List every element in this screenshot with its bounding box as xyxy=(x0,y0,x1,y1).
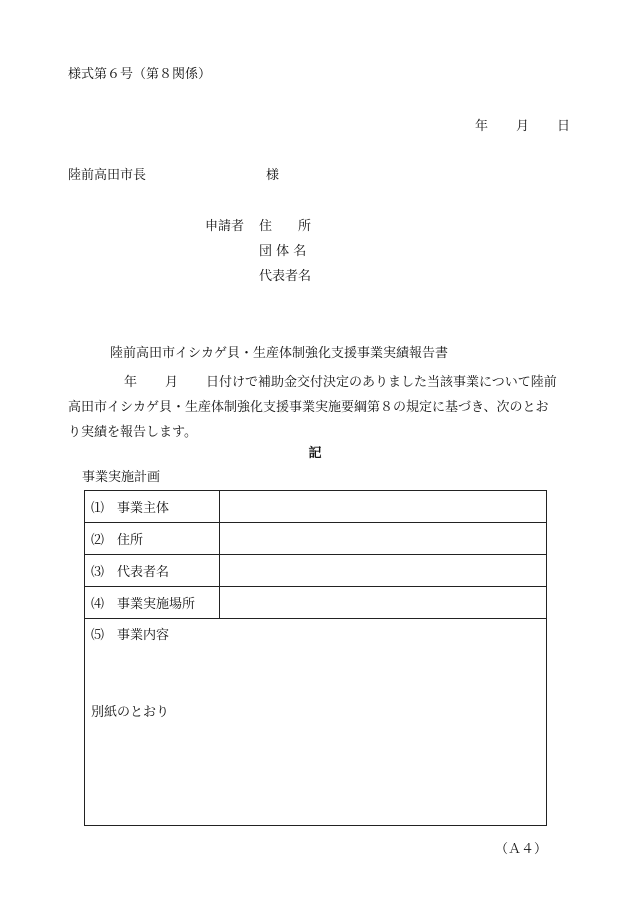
row-label-business-entity: ⑴ 事業主体 xyxy=(85,491,220,523)
row-label-representative: ⑶ 代表者名 xyxy=(85,555,220,587)
body-line-1 xyxy=(68,370,583,395)
table-row-content xyxy=(85,619,547,826)
business-content-cell[interactable]: ⑸ 事業内容 別紙のとおり xyxy=(85,619,547,826)
report-title: 陸前高田市イシカゲ貝・生産体制強化支援事業実績報告書 xyxy=(110,346,449,361)
applicant-address-label: 住 所 xyxy=(259,219,312,234)
body-line-2: 高田市イシカゲ貝・生産体制強化支援事業実施要綱第８の規定に基づき、次のとお xyxy=(68,400,549,415)
report-body xyxy=(68,370,583,445)
ki-heading: 記 xyxy=(308,446,322,461)
paper-size: （Ａ４） xyxy=(495,842,548,857)
addressee-honorific: 様 xyxy=(266,168,280,183)
addressee-name: 陸前高田市長 xyxy=(68,168,147,183)
table-row xyxy=(85,555,547,587)
date-line xyxy=(475,119,570,135)
body-year: 年 xyxy=(124,375,138,390)
row-value-location[interactable] xyxy=(220,587,547,619)
form-number: 様式第６号（第８関係） xyxy=(68,67,212,82)
table-row xyxy=(85,491,547,523)
row-label-address: ⑵ 住所 xyxy=(85,523,220,555)
date-month: 月 xyxy=(516,119,530,134)
row-value-address[interactable] xyxy=(220,523,547,555)
section-label: 事業実施計画 xyxy=(82,470,161,485)
row-value-representative[interactable] xyxy=(220,555,547,587)
date-day: 日 xyxy=(557,119,571,134)
applicant-label: 申請者 xyxy=(205,219,245,234)
table-row xyxy=(85,523,547,555)
row-label-location: ⑷ 事業実施場所 xyxy=(85,587,220,619)
addressee xyxy=(68,168,279,184)
business-content-label: 事業内容 xyxy=(117,628,170,643)
date-year: 年 xyxy=(475,119,489,134)
body-line1-rest: 日付けで補助金交付決定のありました当該事業について陸前 xyxy=(206,375,557,390)
table-row xyxy=(85,587,547,619)
body-month: 月 xyxy=(165,375,179,390)
body-line-3: り実績を報告します。 xyxy=(68,425,197,440)
row-value-business-entity[interactable] xyxy=(220,491,547,523)
applicant-representative-label: 代表者名 xyxy=(259,269,312,284)
business-content-text: 別紙のとおり xyxy=(91,705,170,720)
plan-table xyxy=(84,490,547,826)
applicant-organization-label: 団 体 名 xyxy=(259,244,307,259)
